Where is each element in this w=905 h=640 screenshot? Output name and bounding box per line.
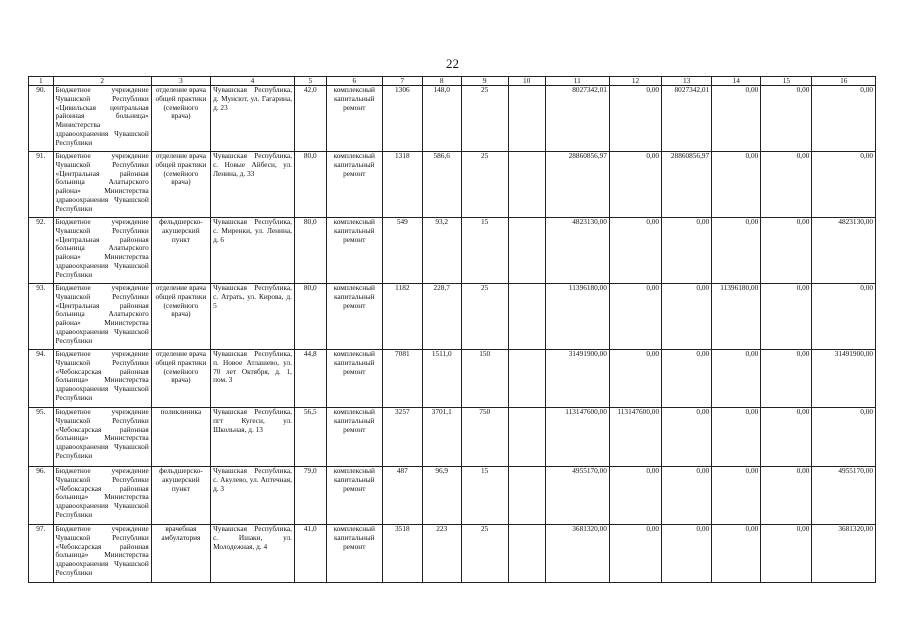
row-number: 95. <box>29 408 54 467</box>
facility-type: врачебная амбулатория <box>151 525 210 583</box>
row-number: 90. <box>29 86 54 152</box>
cost-year-1: 0,00 <box>609 525 661 583</box>
served-population: 487 <box>382 467 422 525</box>
column-10-value <box>508 86 545 152</box>
row-number: 91. <box>29 152 54 218</box>
wear-percent: 80,0 <box>294 218 326 284</box>
column-number: 16 <box>812 77 876 86</box>
floor-area: 223 <box>422 525 461 583</box>
column-number: 14 <box>712 77 761 86</box>
total-cost: 8027342,01 <box>545 86 609 152</box>
column-10-value <box>508 525 545 583</box>
floor-area: 586,6 <box>422 152 461 218</box>
table-row <box>29 467 876 525</box>
column-number: 12 <box>609 77 661 86</box>
wear-percent: 79,0 <box>294 467 326 525</box>
column-number-row <box>29 77 876 86</box>
column-number: 11 <box>545 77 609 86</box>
row-number: 94. <box>29 350 54 408</box>
organization-name: Бюджетное учреждение Чувашской Республики «Цивильская центральная районная больница» Министерства здравоохранения Чувашской Республики <box>53 86 151 152</box>
visits-capacity: 15 <box>461 218 508 284</box>
column-number: 4 <box>211 77 295 86</box>
row-number: 93. <box>29 284 54 350</box>
visits-capacity: 25 <box>461 86 508 152</box>
column-number: 15 <box>761 77 812 86</box>
facility-type: фельдшерско-акушерский пункт <box>151 218 210 284</box>
total-cost: 28860856,97 <box>545 152 609 218</box>
visits-capacity: 25 <box>461 284 508 350</box>
floor-area: 3701,1 <box>422 408 461 467</box>
organization-name: Бюджетное учреждение Чувашской Республики «Чебоксарская районная больница» Министерства здравоохранения Чувашской Республики <box>53 408 151 467</box>
cost-year-1: 113147600,00 <box>609 408 661 467</box>
served-population: 1318 <box>382 152 422 218</box>
cost-year-3: 0,00 <box>712 350 761 408</box>
cost-year-5: 4955170,00 <box>812 467 876 525</box>
cost-year-3: 0,00 <box>712 525 761 583</box>
total-cost: 3681320,00 <box>545 525 609 583</box>
cost-year-3: 0,00 <box>712 408 761 467</box>
table-row <box>29 284 876 350</box>
total-cost: 11396180,00 <box>545 284 609 350</box>
column-number: 6 <box>326 77 382 86</box>
cost-year-2: 0,00 <box>662 284 712 350</box>
organization-name: Бюджетное учреждение Чувашской Республики «Чебоксарская районная больница» Министерства здравоохранения Чувашской Республики <box>53 467 151 525</box>
floor-area: 1511,0 <box>422 350 461 408</box>
cost-year-4: 0,00 <box>761 467 812 525</box>
work-type: комплексный капитальный ремонт <box>326 408 382 467</box>
cost-year-1: 0,00 <box>609 152 661 218</box>
cost-year-2: 0,00 <box>662 525 712 583</box>
facility-address: Чувашская Республика, с. Акулево, ул. Аптечная, д. 3 <box>211 467 295 525</box>
cost-year-2: 0,00 <box>662 218 712 284</box>
work-type: комплексный капитальный ремонт <box>326 284 382 350</box>
wear-percent: 42,0 <box>294 86 326 152</box>
wear-percent: 56,5 <box>294 408 326 467</box>
floor-area: 96,9 <box>422 467 461 525</box>
column-number: 3 <box>151 77 210 86</box>
visits-capacity: 25 <box>461 152 508 218</box>
column-10-value <box>508 408 545 467</box>
table-row <box>29 218 876 284</box>
organization-name: Бюджетное учреждение Чувашской Республики «Чебоксарская районная больница» Министерства здравоохранения Чувашской Республики <box>53 350 151 408</box>
served-population: 1182 <box>382 284 422 350</box>
wear-percent: 80,0 <box>294 284 326 350</box>
facility-address: Чувашская Республика, с. Миренки, ул. Ленина, д. 6 <box>211 218 295 284</box>
total-cost: 4955170,00 <box>545 467 609 525</box>
cost-year-2: 0,00 <box>662 350 712 408</box>
visits-capacity: 750 <box>461 408 508 467</box>
facility-type: фельдшерско-акушерский пункт <box>151 467 210 525</box>
facility-type: отделение врача общей практики (семейного врача) <box>151 284 210 350</box>
table-row <box>29 152 876 218</box>
cost-year-5: 4823130,00 <box>812 218 876 284</box>
column-10-value <box>508 284 545 350</box>
column-number: 9 <box>461 77 508 86</box>
floor-area: 228,7 <box>422 284 461 350</box>
table-row <box>29 525 876 583</box>
cost-year-4: 0,00 <box>761 218 812 284</box>
column-number: 7 <box>382 77 422 86</box>
cost-year-5: 3681320,00 <box>812 525 876 583</box>
facility-type: отделение врача общей практики (семейного врача) <box>151 152 210 218</box>
facility-address: Чувашская Республика, с. Атрать, ул. Кирова, д. 5 <box>211 284 295 350</box>
wear-percent: 44,8 <box>294 350 326 408</box>
organization-name: Бюджетное учреждение Чувашской Республики «Чебоксарская районная больница» Министерства здравоохранения Чувашской Республики <box>53 525 151 583</box>
facility-address: Чувашская Республика, с. Ишаки, ул. Молодежная, д. 4 <box>211 525 295 583</box>
cost-year-3: 0,00 <box>712 467 761 525</box>
organization-name: Бюджетное учреждение Чувашской Республики «Центральная районная больница Алатырского района» Министерства здравоохранения Чувашской Республики <box>53 152 151 218</box>
facility-type: отделение врача общей практики (семейного врача) <box>151 350 210 408</box>
column-number: 2 <box>53 77 151 86</box>
row-number: 97. <box>29 525 54 583</box>
column-10-value <box>508 350 545 408</box>
work-type: комплексный капитальный ремонт <box>326 525 382 583</box>
cost-year-1: 0,00 <box>609 467 661 525</box>
cost-year-4: 0,00 <box>761 152 812 218</box>
cost-year-1: 0,00 <box>609 284 661 350</box>
floor-area: 93,2 <box>422 218 461 284</box>
organization-name: Бюджетное учреждение Чувашской Республики «Центральная районная больница Алатырского района» Министерства здравоохранения Чувашской Республики <box>53 284 151 350</box>
served-population: 1306 <box>382 86 422 152</box>
cost-year-4: 0,00 <box>761 284 812 350</box>
cost-year-4: 0,00 <box>761 525 812 583</box>
wear-percent: 80,0 <box>294 152 326 218</box>
cost-year-5: 0,00 <box>812 408 876 467</box>
page-number: 22 <box>446 56 459 71</box>
work-type: комплексный капитальный ремонт <box>326 86 382 152</box>
total-cost: 31491900,00 <box>545 350 609 408</box>
cost-year-4: 0,00 <box>761 350 812 408</box>
facility-address: Чувашская Республика, д. Мунсют, ул. Гагарина, д. 23 <box>211 86 295 152</box>
visits-capacity: 15 <box>461 467 508 525</box>
total-cost: 4823130,00 <box>545 218 609 284</box>
facility-address: Чувашская Республика, п. Новое Атлашево, ул. 70 лет Октября, д. 1, пом. 3 <box>211 350 295 408</box>
column-number: 10 <box>508 77 545 86</box>
column-number: 13 <box>662 77 712 86</box>
column-number: 5 <box>294 77 326 86</box>
work-type: комплексный капитальный ремонт <box>326 467 382 525</box>
cost-year-1: 0,00 <box>609 350 661 408</box>
organization-name: Бюджетное учреждение Чувашской Республики «Центральная районная больница Алатырского района» Министерства здравоохранения Чувашской Республики <box>53 218 151 284</box>
column-number: 1 <box>29 77 54 86</box>
wear-percent: 41,0 <box>294 525 326 583</box>
works-table <box>28 76 876 583</box>
cost-year-2: 0,00 <box>662 408 712 467</box>
table-row <box>29 350 876 408</box>
row-number: 96. <box>29 467 54 525</box>
served-population: 549 <box>382 218 422 284</box>
work-type: комплексный капитальный ремонт <box>326 218 382 284</box>
cost-year-2: 28860856,97 <box>662 152 712 218</box>
served-population: 7081 <box>382 350 422 408</box>
cost-year-3: 11396180,00 <box>712 284 761 350</box>
visits-capacity: 25 <box>461 525 508 583</box>
column-number: 8 <box>422 77 461 86</box>
cost-year-5: 0,00 <box>812 152 876 218</box>
row-number: 92. <box>29 218 54 284</box>
cost-year-2: 8027342,01 <box>662 86 712 152</box>
cost-year-5: 31491900,00 <box>812 350 876 408</box>
cost-year-1: 0,00 <box>609 218 661 284</box>
table-row <box>29 86 876 152</box>
cost-year-4: 0,00 <box>761 408 812 467</box>
cost-year-3: 0,00 <box>712 218 761 284</box>
cost-year-4: 0,00 <box>761 86 812 152</box>
column-10-value <box>508 218 545 284</box>
total-cost: 113147600,00 <box>545 408 609 467</box>
served-population: 3257 <box>382 408 422 467</box>
work-type: комплексный капитальный ремонт <box>326 350 382 408</box>
facility-type: поликлиника <box>151 408 210 467</box>
work-type: комплексный капитальный ремонт <box>326 152 382 218</box>
cost-year-1: 0,00 <box>609 86 661 152</box>
column-10-value <box>508 152 545 218</box>
facility-address: Чувашская Республика, с. Новые Айбеси, ул. Ленина, д. 33 <box>211 152 295 218</box>
cost-year-3: 0,00 <box>712 152 761 218</box>
cost-year-3: 0,00 <box>712 86 761 152</box>
served-population: 3518 <box>382 525 422 583</box>
floor-area: 148,0 <box>422 86 461 152</box>
table-row <box>29 408 876 467</box>
cost-year-5: 0,00 <box>812 284 876 350</box>
cost-year-2: 0,00 <box>662 467 712 525</box>
facility-address: Чувашская Республика, пгт Кугеси, ул. Школьная, д. 13 <box>211 408 295 467</box>
column-10-value <box>508 467 545 525</box>
cost-year-5: 0,00 <box>812 86 876 152</box>
visits-capacity: 150 <box>461 350 508 408</box>
facility-type: отделение врача общей практики (семейного врача) <box>151 86 210 152</box>
